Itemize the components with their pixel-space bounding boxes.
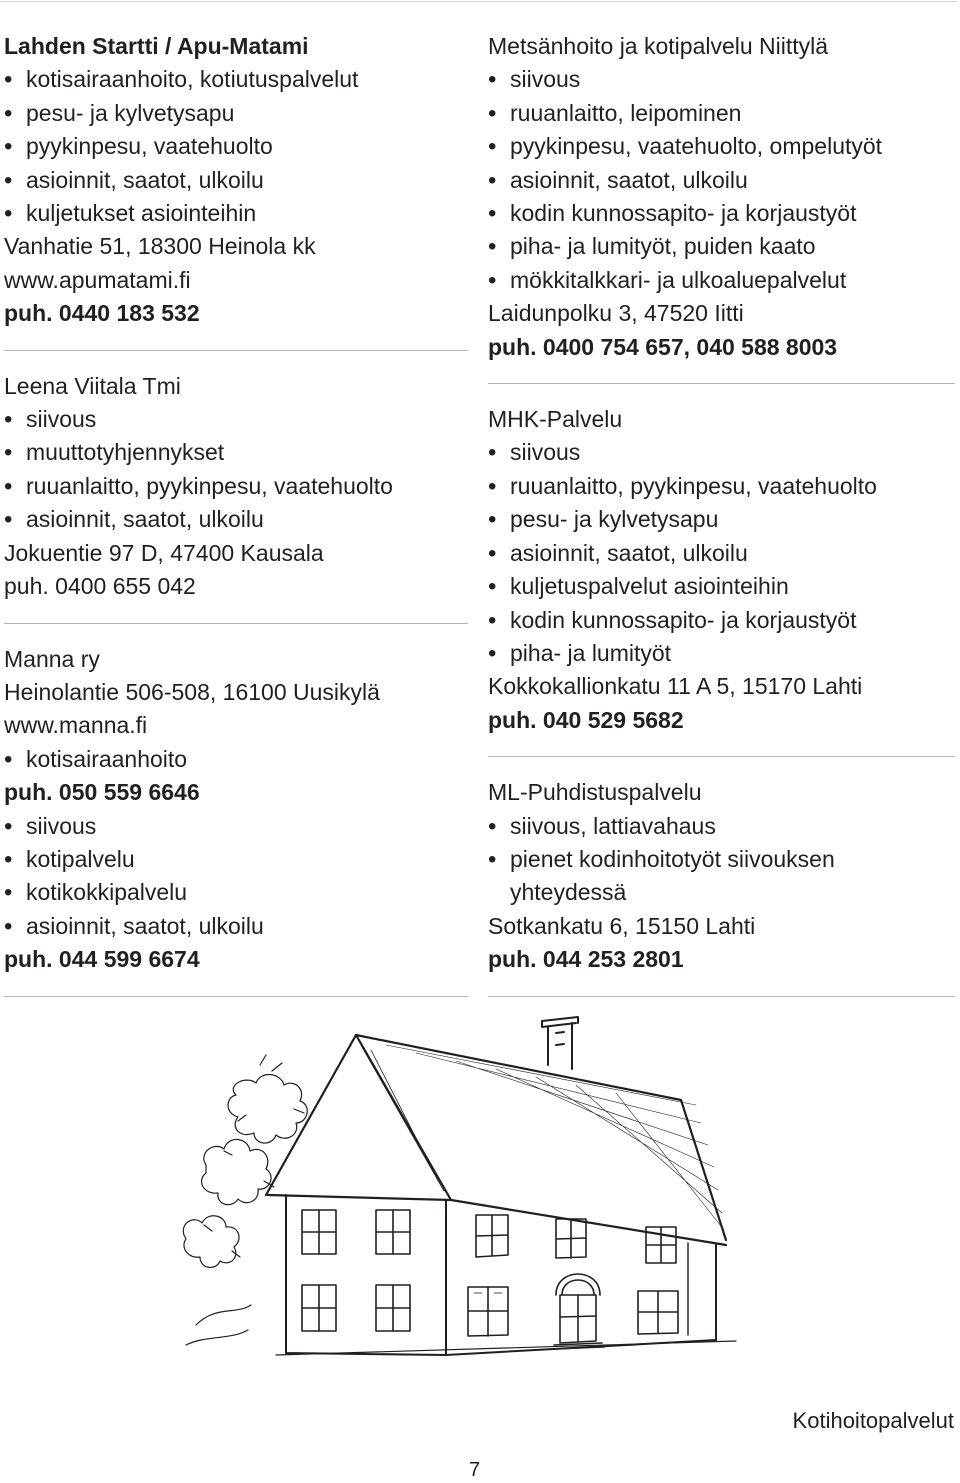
provider-title: Manna ry: [4, 645, 100, 672]
section-divider: [4, 996, 468, 997]
service-item: • asioinnit, saatot, ulkoilu: [488, 537, 955, 570]
page-number: 7: [469, 1459, 481, 1481]
provider-leena-viitala: [4, 370, 468, 604]
service-item: • pienet kodinhoitotyöt siivouksen yhteydessä: [488, 843, 955, 910]
provider-phone: puh. 044 253 2801: [488, 946, 684, 973]
service-item: • kuljetukset asiointeihin: [4, 197, 468, 230]
service-item: • siivous: [4, 403, 468, 436]
service-list: [4, 63, 468, 230]
top-border: [0, 1, 958, 2]
provider-address: Heinolantie 506-508, 16100 Uusikylä: [4, 678, 380, 705]
section-divider: [488, 383, 955, 384]
service-item: • piha- ja lumityöt, puiden kaato: [488, 230, 955, 263]
service-item: • siivous: [488, 63, 955, 96]
provider-address: Kokkokallionkatu 11 A 5, 15170 Lahti: [488, 673, 863, 700]
service-item: • kotisairaanhoito, kotiutuspalvelut: [4, 63, 468, 96]
provider-phone: puh. 050 559 6646: [4, 779, 200, 806]
service-list: [488, 63, 955, 297]
service-list: [4, 403, 468, 537]
front-door: [552, 1274, 604, 1349]
roof: [266, 1035, 726, 1245]
provider-address: Sotkankatu 6, 15150 Lahti: [488, 912, 756, 939]
service-list: [4, 743, 468, 776]
service-item: • pesu- ja kylvetysapu: [4, 97, 468, 130]
section-label: Kotihoitopalvelut: [792, 1408, 954, 1433]
upper-windows: [476, 1215, 676, 1263]
provider-phone: puh. 0440 183 532: [4, 300, 200, 327]
provider-website: www.manna.fi: [4, 712, 148, 739]
provider-title: Leena Viitala Tmi: [4, 372, 181, 399]
service-item: • kodin kunnossapito- ja korjaustyöt: [488, 604, 955, 637]
provider-phone: puh. 040 529 5682: [488, 706, 684, 733]
provider-phone: puh. 0400 655 042: [4, 573, 196, 600]
tree-illustration: [183, 1055, 307, 1345]
service-list: [488, 436, 955, 670]
service-item: • kotisairaanhoito: [4, 743, 468, 776]
service-item: • pesu- ja kylvetysapu: [488, 503, 955, 536]
walls: [276, 1195, 736, 1355]
section-divider: [488, 996, 955, 997]
service-item: • pyykinpesu, vaatehuolto: [4, 130, 468, 163]
service-item: • kuljetuspalvelut asiointeihin: [488, 570, 955, 603]
provider-title: Metsänhoito ja kotipalvelu Niittylä: [488, 33, 829, 59]
service-item: • ruuanlaitto, pyykinpesu, vaatehuolto: [4, 470, 468, 503]
service-item: • asioinnit, saatot, ulkoilu: [4, 910, 468, 943]
service-item: • pyykinpesu, vaatehuolto, ompelutyöt: [488, 130, 955, 163]
provider-mhk-palvelu: [488, 403, 955, 737]
service-item: • kotikokkipalvelu: [4, 876, 468, 909]
service-item: • siivous: [488, 436, 955, 469]
service-item: • ruuanlaitto, leipominen: [488, 97, 955, 130]
house-illustration: [176, 1005, 776, 1370]
service-item: • muuttotyhjennykset: [4, 436, 468, 469]
service-item: • asioinnit, saatot, ulkoilu: [488, 164, 955, 197]
service-list: [488, 810, 955, 910]
provider-title: MHK-Palvelu: [488, 406, 623, 433]
service-item: • mökkitalkkari- ja ulkoaluepalvelut: [488, 264, 955, 297]
provider-address: Vanhatie 51, 18300 Heinola kk: [4, 233, 316, 260]
section-divider: [4, 623, 468, 624]
provider-address: Laidunpolku 3, 47520 Iitti: [488, 300, 744, 327]
service-item: • siivous: [4, 810, 468, 843]
provider-website: www.apumatami.fi: [4, 266, 191, 293]
service-item: • siivous, lattiavahaus: [488, 810, 955, 843]
right-column: [488, 30, 955, 997]
gable-windows: [302, 1210, 410, 1331]
service-item: • asioinnit, saatot, ulkoilu: [4, 164, 468, 197]
left-column: [4, 30, 468, 997]
provider-ml-puhdistuspalvelu: [488, 776, 955, 976]
service-item: • kodin kunnossapito- ja korjaustyöt: [488, 197, 955, 230]
service-item: • ruuanlaitto, pyykinpesu, vaatehuolto: [488, 470, 955, 503]
chimney: [542, 1017, 578, 1069]
provider-address: Jokuentie 97 D, 47400 Kausala: [4, 539, 324, 566]
service-list: [4, 810, 468, 944]
section-divider: [4, 350, 468, 351]
service-item: • piha- ja lumityöt: [488, 637, 955, 670]
provider-title: Lahden Startti / Apu-Matami: [4, 33, 309, 59]
provider-apu-matami: [4, 30, 468, 331]
provider-title: ML-Puhdistuspalvelu: [488, 779, 702, 806]
provider-manna: [4, 643, 468, 977]
provider-phone: puh. 0400 754 657, 040 588 8003: [488, 333, 838, 360]
provider-niittyla: [488, 30, 955, 364]
section-divider: [488, 756, 955, 757]
service-item: • asioinnit, saatot, ulkoilu: [4, 503, 468, 536]
service-item: • kotipalvelu: [4, 843, 468, 876]
provider-phone: puh. 044 599 6674: [4, 946, 200, 973]
